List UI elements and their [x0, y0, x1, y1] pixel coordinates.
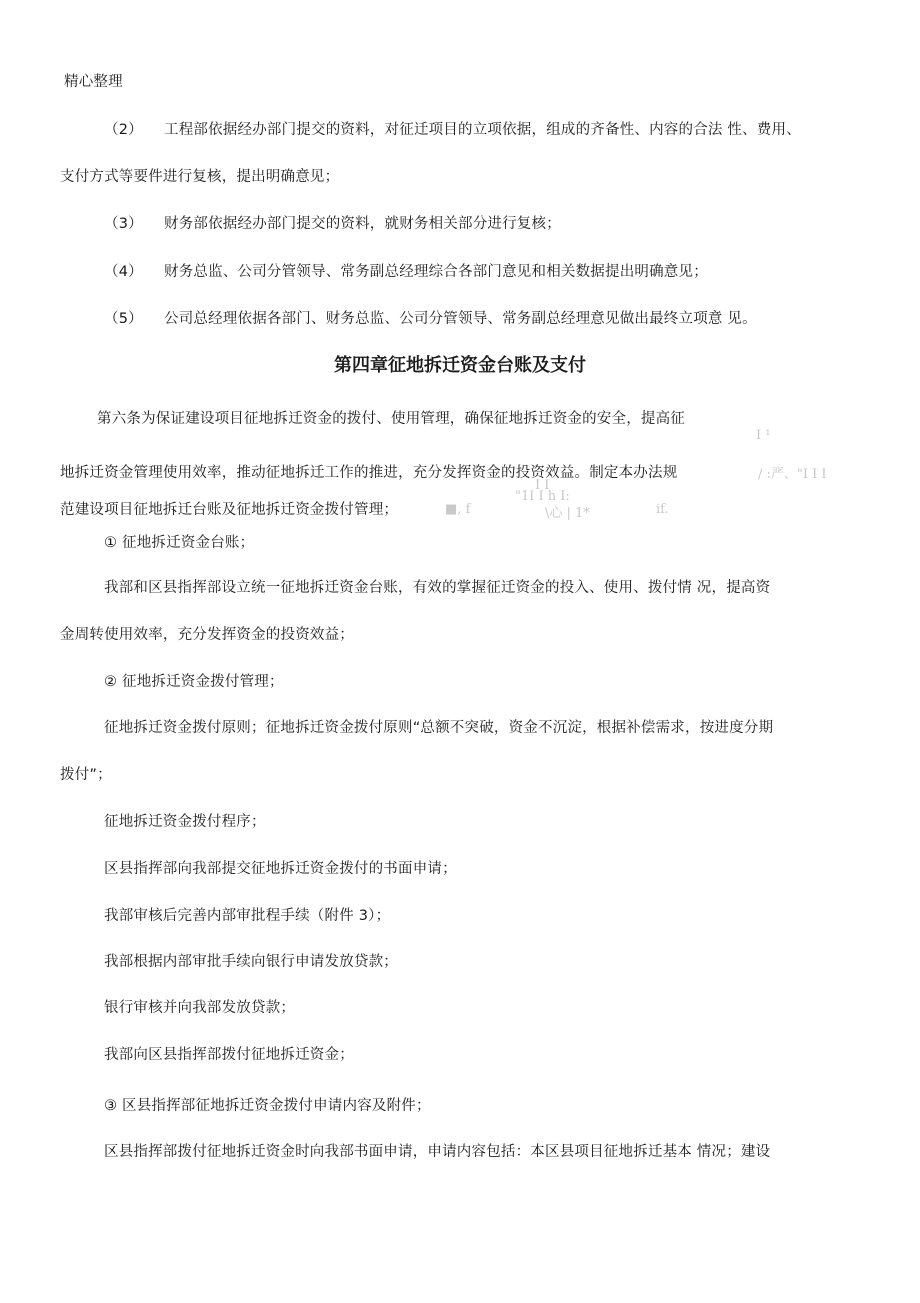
- article-line: 地拆迁资金管理使用效率，推动征地拆迁工作的推进，充分发挥资金的投资效益。制定本办法规: [60, 465, 678, 481]
- paragraph-line: 我部向区县指挥部拨付征地拆迁资金；: [104, 1047, 354, 1063]
- article-line: 范建设项目征地拆迁台账及征地拆迁资金拨付管理；: [60, 502, 399, 518]
- list-item: [104, 214, 561, 234]
- list-number: （4）: [104, 264, 143, 280]
- paragraph-line: 我部和区县指挥部设立统一征地拆迁资金台账，有效的掌握征迁资金的投入、使用、拨付情 况，提高资: [104, 580, 771, 596]
- article-line: 第六条为保证建设项目征地拆迁资金的拨付、使用管理，确保征地拆迁资金的安全，提高征: [97, 411, 685, 427]
- scan-noise: I I: [535, 478, 550, 493]
- scan-noise: I ¹: [756, 428, 771, 443]
- scan-noise: if.: [656, 502, 669, 517]
- list-text: 财务总监、公司分管领导、常务副总经理综合各部门意见和相关数据提出明确意见；: [164, 264, 708, 280]
- list-number: （2）: [104, 122, 143, 138]
- paragraph-line: 拨付”；: [60, 767, 112, 783]
- paragraph-line: 区县指挥部拨付征地拆迁资金时向我部书面申请，申请内容包括：本区县项目征地拆迁基本 情况；建设: [104, 1144, 771, 1160]
- paragraph-line: 银行审核并向我部发放贷款；: [104, 1000, 296, 1016]
- list-item: [104, 120, 801, 140]
- paragraph-line: 区县指挥部向我部提交征地拆迁资金拨付的书面申请；: [104, 861, 457, 877]
- scan-noise: \心 | 1*: [545, 506, 590, 521]
- list-item: [104, 262, 708, 282]
- paragraph-line: 我部根据内部审批手续向银行申请发放贷款；: [104, 954, 398, 970]
- scan-noise: "1I I h I:: [515, 489, 570, 504]
- scan-noise: ■, f: [445, 502, 471, 517]
- paragraph-line: 我部审核后完善内部审批程手续（附件 3）；: [104, 908, 391, 924]
- list-item: [104, 309, 757, 329]
- list-item-continuation: 支付方式等要件进行复核，提出明确意见；: [60, 169, 340, 185]
- list-text: 工程部依据经办部门提交的资料，对征迁项目的立项依据，组成的齐备性、内容的合法 性、费用、: [164, 122, 801, 138]
- paragraph-line: 征地拆迁资金拨付原则；征地拆迁资金拨付原则“总额不突破，资金不沉淀，根据补偿需求，按进度分期: [104, 720, 774, 736]
- page-header: 精心整理: [64, 74, 123, 90]
- chapter-title: 第四章征地拆迁资金台账及支付: [334, 355, 586, 376]
- section-marker: ① 征地拆迁资金台账；: [104, 535, 255, 551]
- list-text: 公司总经理依据各部门、财务总监、公司分管领导、常务副总经理意见做出最终立项意 见。: [164, 311, 757, 327]
- section-marker: ③ 区县指挥部征地拆迁资金拨付申请内容及附件；: [104, 1098, 431, 1114]
- list-number: （5）: [104, 311, 143, 327]
- list-text: 财务部依据经办部门提交的资料，就财务相关部分进行复核；: [164, 216, 561, 232]
- paragraph-line: 金周转使用效率，充分发挥资金的投资效益；: [60, 627, 354, 643]
- paragraph-line: 征地拆迁资金拨付程序；: [104, 814, 266, 830]
- list-number: （3）: [104, 216, 143, 232]
- scan-noise: / :严、"I I I: [758, 467, 827, 482]
- section-marker: ② 征地拆迁资金拨付管理；: [104, 674, 284, 690]
